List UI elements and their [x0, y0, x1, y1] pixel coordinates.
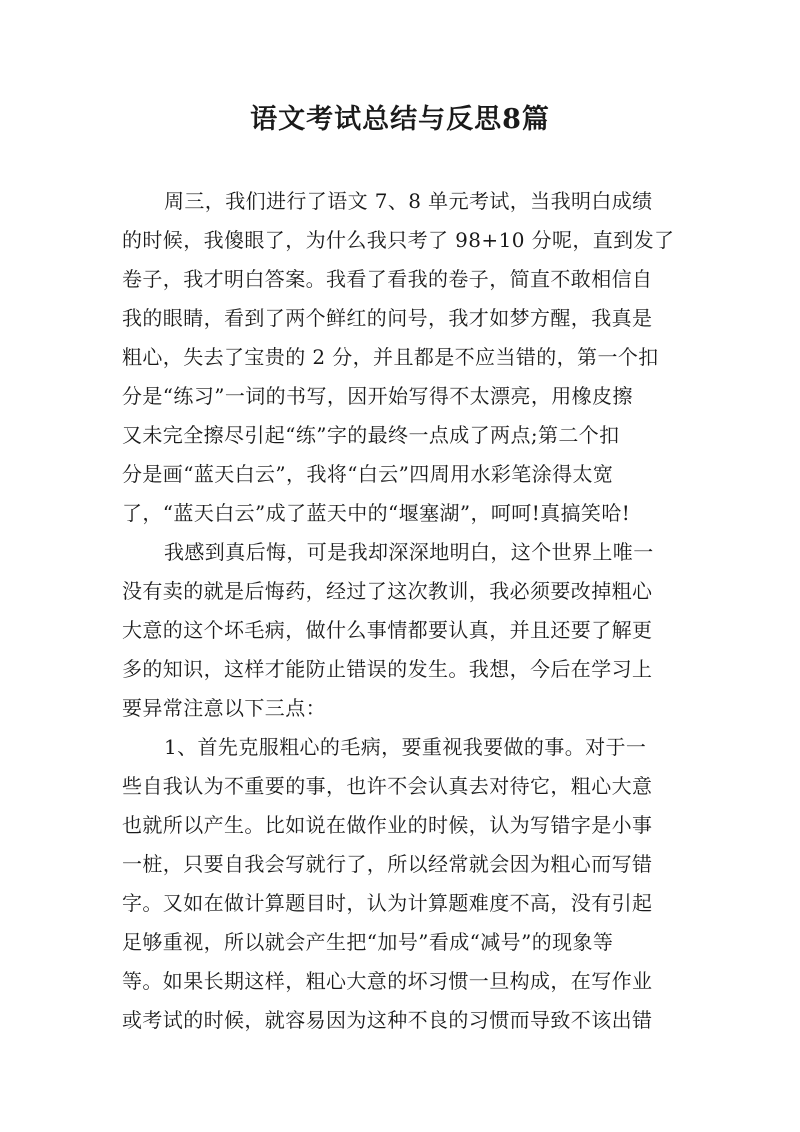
- text-line: 足够重视，所以就会产生把“加号”看成“减号”的现象等: [122, 930, 614, 954]
- text-line: 卷子，我才明白答案。我看了看我的卷子，简直不敢相信自: [122, 267, 653, 291]
- document-body: [122, 182, 682, 1040]
- text-line: 等。如果长期这样，粗心大意的坏习惯一旦构成，在写作业: [122, 969, 653, 993]
- text-line: 或考试的时候，就容易因为这种不良的习惯而导致不该出错: [122, 1008, 653, 1032]
- text-line: 了，“蓝天白云”成了蓝天中的“堰塞湖”，呵呵!真搞笑哈!: [122, 501, 631, 525]
- text-line: 我的眼睛，看到了两个鲜红的问号，我才如梦方醒，我真是: [122, 306, 653, 330]
- text-line: 周三，我们进行了语文 7、8 单元考试，当我明白成绩: [164, 189, 653, 213]
- text-line: 大意的这个坏毛病，做什么事情都要认真，并且还要了解更: [122, 618, 653, 642]
- text-line: 粗心，失去了宝贵的 2 分，并且都是不应当错的，第一个扣: [122, 345, 659, 369]
- text-line: 的时候，我傻眼了，为什么我只考了 98+10 分呢，直到发了: [122, 228, 675, 252]
- text-line: 我感到真后悔，可是我却深深地明白，这个世界上唯一: [164, 540, 654, 564]
- text-line: 字。又如在做计算题目时，认为计算题难度不高，没有引起: [122, 891, 653, 915]
- document-title: 语文考试总结与反思8篇: [250, 104, 550, 135]
- text-line: 没有卖的就是后悔药，经过了这次教训，我必须要改掉粗心: [122, 579, 653, 603]
- text-line: 又未完全擦尽引起“练”字的最终一点成了两点;第二个扣: [122, 423, 620, 447]
- text-line: 分是画“蓝天白云”，我将“白云”四周用水彩笔涂得太宽: [122, 462, 614, 486]
- text-line: 分是“练习”一词的书写，因开始写得不太漂亮，用橡皮擦: [122, 384, 633, 408]
- text-line: 些自我认为不重要的事，也许不会认真去对待它，粗心大意: [122, 774, 653, 798]
- text-line: 要异常注意以下三点：: [122, 696, 326, 720]
- text-line: 多的知识，这样才能防止错误的发生。我想，今后在学习上: [122, 657, 653, 681]
- text-line: 1、首先克服粗心的毛病，要重视我要做的事。对于一: [164, 735, 647, 759]
- text-line: 一桩，只要自我会写就行了，所以经常就会因为粗心而写错: [122, 852, 653, 876]
- text-line: 也就所以产生。比如说在做作业的时候，认为写错字是小事: [122, 813, 653, 837]
